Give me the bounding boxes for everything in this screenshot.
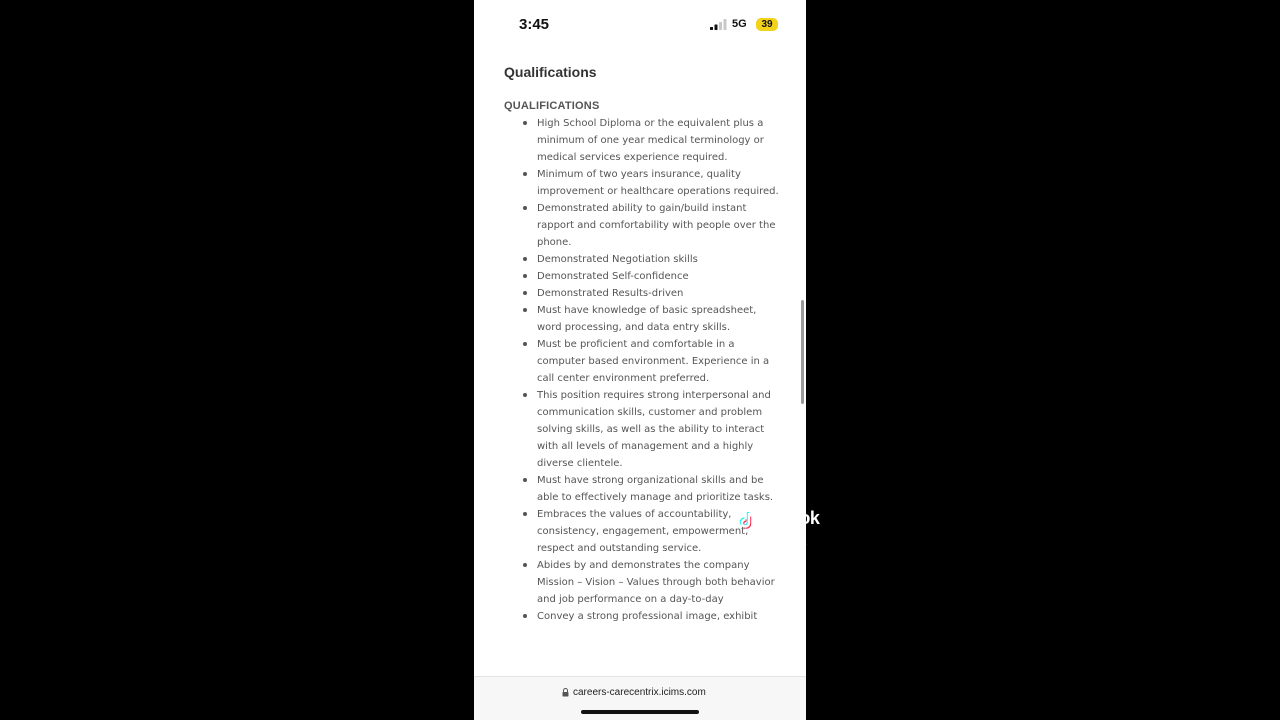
status-bar	[474, 0, 806, 50]
tiktok-watermark: TikTok	[766, 508, 820, 528]
qualification-item: Must have strong organizational skills and be able to effectively manage and prioritize tasks.	[537, 472, 779, 506]
qualification-item: Demonstrated ability to gain/build instant rapport and comfortability with people over the phone.	[537, 200, 779, 251]
phone-screen	[474, 0, 806, 720]
battery-indicator: 39	[756, 18, 778, 31]
tiktok-username: @workfromhome	[700, 536, 807, 551]
qualification-item: Minimum of two years insurance, quality improvement or healthcare operations required.	[537, 166, 779, 200]
scrollbar[interactable]	[801, 300, 804, 404]
qualification-item: Demonstrated Negotiation skills	[537, 251, 779, 268]
network-label: 5G	[732, 18, 747, 30]
qualification-item: Demonstrated Results-driven	[537, 285, 779, 302]
browser-url-bar[interactable]	[474, 676, 806, 720]
qualification-item: This position requires strong interpersonal and communication skills, customer and problem solving skills, as well as the ability to interact with all levels of management and a highly diverse clientele.	[537, 387, 779, 472]
qualifications-heading: QUALIFICATIONS	[504, 100, 600, 112]
qualification-item: Must be proficient and comfortable in a computer based environment. Experience in a call center environment preferred.	[537, 336, 779, 387]
tiktok-logo-icon	[738, 504, 764, 530]
home-indicator[interactable]	[581, 710, 699, 714]
lock-icon	[562, 688, 569, 697]
section-title: Qualifications	[504, 64, 597, 80]
url-text[interactable]: careers-carecentrix.icims.com	[573, 687, 706, 698]
qualification-item: Embraces the values of accountability, consistency, engagement, empowerment, respect and outstanding service.	[537, 506, 779, 557]
qualification-item: High School Diploma or the equivalent plus a minimum of one year medical terminology or medical services experience required.	[537, 115, 779, 166]
status-time: 3:45	[519, 16, 550, 33]
qualification-item: Abides by and demonstrates the company Mission – Vision – Values through both behavior and job performance on a day-to-day	[537, 557, 779, 608]
qualification-item: Demonstrated Self-confidence	[537, 268, 779, 285]
qualification-item: Convey a strong professional image, exhibit	[537, 608, 779, 625]
signal-icon	[710, 19, 727, 30]
qualification-item: Must have knowledge of basic spreadsheet, word processing, and data entry skills.	[537, 302, 779, 336]
